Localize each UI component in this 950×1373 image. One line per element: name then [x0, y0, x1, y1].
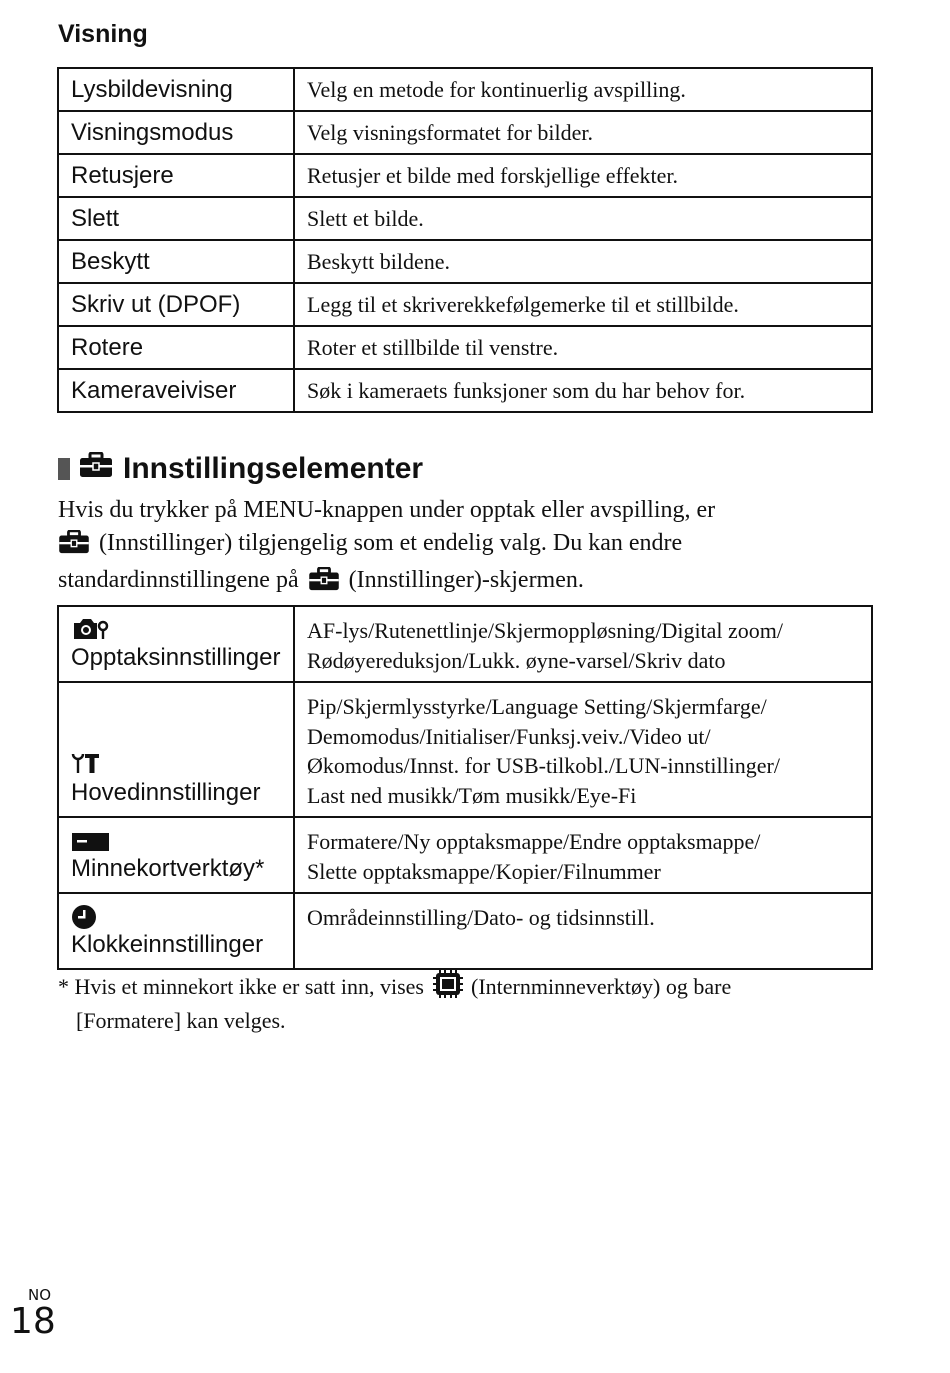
table-row [58, 197, 872, 240]
toolbox-icon [58, 530, 90, 564]
menu-item-description: Slett et bilde. [294, 197, 872, 240]
table-row [58, 154, 872, 197]
settings-name: Klokkeinnstillinger [71, 931, 264, 958]
menu-item-description: Roter et stillbilde til venstre. [294, 326, 872, 369]
settings-desc-line: Slette opptaksmappe/Kopier/Filnummer [307, 858, 661, 884]
footnote-text-2: (Internminneverktøy) og bare [471, 974, 732, 999]
menu-item-description: Beskytt bildene. [294, 240, 872, 283]
settings-name: Minnekortverktøy* [71, 855, 265, 882]
settings-desc-cell [294, 606, 872, 682]
menu-item-name: Kameraveiviser [58, 369, 294, 412]
menu-item-description: Velg visningsformatet for bilder. [294, 111, 872, 154]
settings-desc-line: Last ned musikk/Tøm musikk/Eye-Fi [307, 782, 637, 808]
section-heading-playback: Visning [58, 20, 148, 48]
playback-menu-table [57, 67, 873, 413]
settings-desc-line: Demomodus/Initialiser/Funksj.veiv./Video ut/ [307, 723, 711, 749]
menu-item-name: Skriv ut (DPOF) [58, 283, 294, 326]
settings-desc-line: Formatere/Ny opptaksmappe/Endre opptaksmappe/ [307, 829, 761, 854]
table-row [58, 817, 872, 893]
memory-card-icon [71, 828, 281, 854]
table-row [58, 606, 872, 682]
table-row [58, 111, 872, 154]
settings-desc-line: AF-lys/Rutenettlinje/Skjermoppløsning/Digital zoom/ [307, 618, 784, 643]
table-row [58, 369, 872, 412]
footnote [58, 970, 878, 1036]
main-settings-icon [71, 752, 281, 778]
settings-desc-line: Pip/Skjermlysstyrke/Language Setting/Skjermfarge/ [307, 694, 767, 719]
table-row [58, 240, 872, 283]
menu-item-name: Beskytt [58, 240, 294, 283]
settings-desc-cell [294, 682, 872, 817]
intro-text-1: Hvis du trykker på MENU-knappen under opptak eller avspilling, er [58, 497, 716, 523]
page-number: 18 [10, 1301, 56, 1342]
intro-text-3: standardinnstillingene på [58, 567, 299, 593]
footnote-text-3: [Formatere] kan velges. [76, 1008, 286, 1033]
settings-name-cell [58, 606, 294, 682]
menu-item-description: Søk i kameraets funksjoner som du har behov for. [294, 369, 872, 412]
settings-table [57, 605, 873, 970]
table-row [58, 893, 872, 969]
settings-name-cell [58, 893, 294, 969]
menu-item-name: Rotere [58, 326, 294, 369]
intro-paragraph [58, 494, 878, 601]
settings-desc-line: Rødøyereduksjon/Lukk. øyne-varsel/Skriv dato [307, 647, 726, 673]
intro-text-2: (Innstillinger) tilgjengelig som et endelig valg. Du kan endre [99, 530, 683, 556]
section-marker [58, 458, 70, 480]
camera-settings-icon [71, 617, 281, 643]
settings-desc-line: Økomodus/Innst. for USB-tilkobl./LUN-innstillinger/ [307, 753, 780, 778]
page-language: NO [28, 1286, 52, 1304]
menu-item-description: Velg en metode for kontinuerlig avspilling. [294, 68, 872, 111]
settings-desc-cell [294, 893, 872, 969]
table-row [58, 682, 872, 817]
menu-item-name: Lysbildevisning [58, 68, 294, 111]
settings-name: Opptaksinnstillinger [71, 644, 281, 671]
settings-name-cell [58, 817, 294, 893]
menu-item-description: Legg til et skriverekkefølgemerke til et stillbilde. [294, 283, 872, 326]
internal-memory-icon [433, 970, 463, 1006]
table-row [58, 326, 872, 369]
footnote-text-1: * Hvis et minnekort ikke er satt inn, vises [58, 974, 424, 999]
menu-item-name: Slett [58, 197, 294, 240]
toolbox-icon [308, 567, 340, 601]
table-row [58, 283, 872, 326]
intro-text-4: (Innstillinger)-skjermen. [348, 567, 584, 593]
settings-name: Hovedinnstillinger [71, 779, 261, 806]
clock-icon [71, 904, 281, 930]
settings-desc-cell [294, 817, 872, 893]
menu-item-description: Retusjer et bilde med forskjellige effekter. [294, 154, 872, 197]
toolbox-icon [79, 452, 113, 486]
settings-name-cell [58, 682, 294, 817]
table-row [58, 68, 872, 111]
section-title-text: Innstillingselementer [123, 452, 424, 485]
section-title [58, 452, 423, 486]
settings-desc-line: Områdeinnstilling/Dato- og tidsinnstill. [307, 905, 655, 930]
menu-item-name: Retusjere [58, 154, 294, 197]
menu-item-name: Visningsmodus [58, 111, 294, 154]
